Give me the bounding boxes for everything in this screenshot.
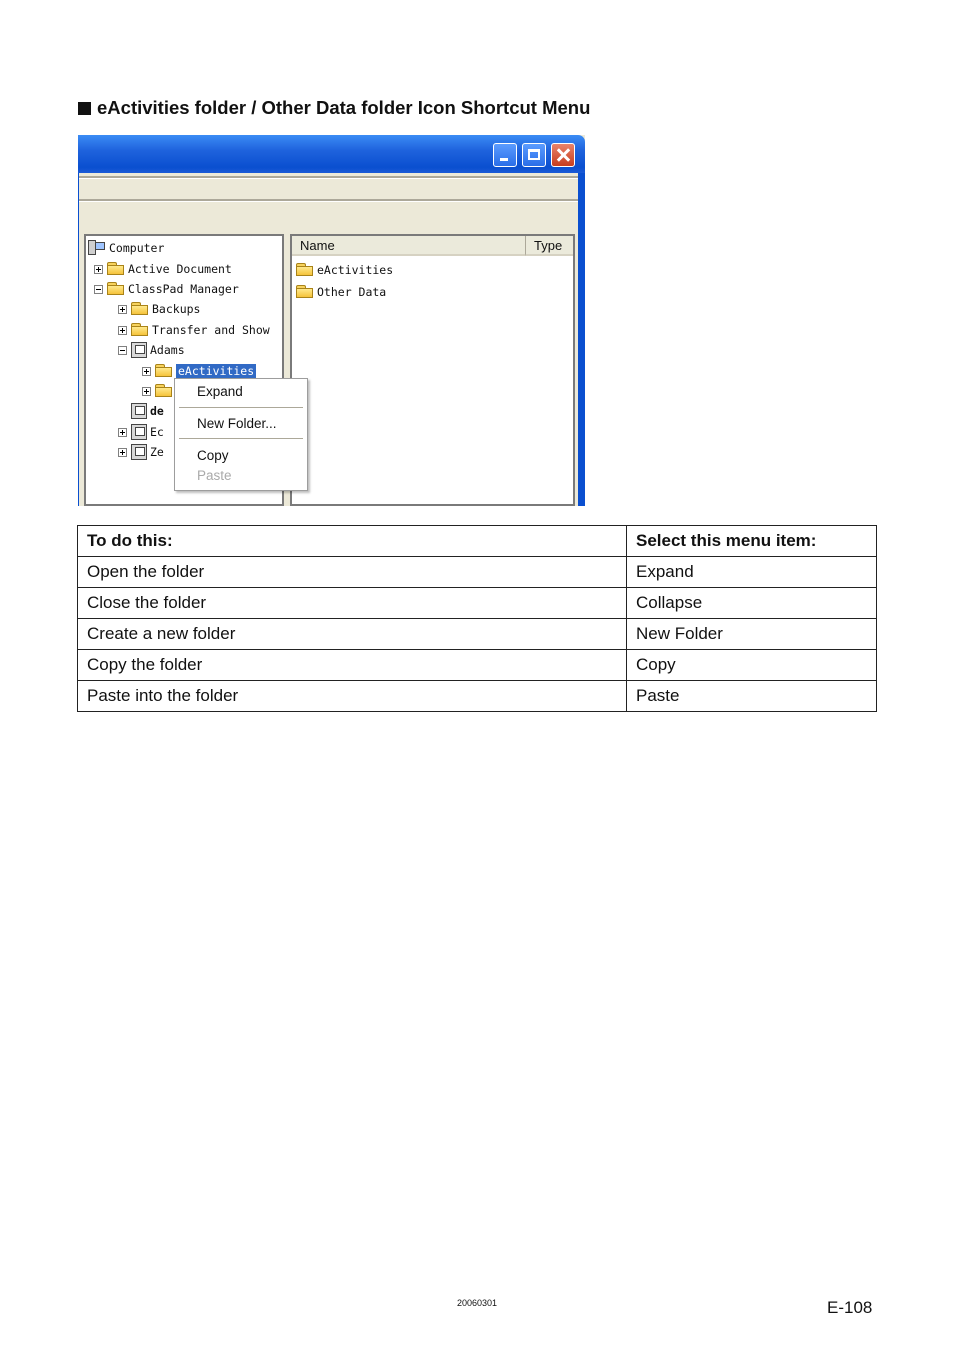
table-cell: Expand xyxy=(627,557,877,588)
folder-icon xyxy=(296,285,314,299)
toolbar-divider xyxy=(79,199,578,202)
maximize-icon[interactable] xyxy=(522,143,546,167)
list-item[interactable] xyxy=(296,261,393,279)
computer-icon xyxy=(88,240,106,256)
table-row xyxy=(78,557,877,588)
window-frame-right xyxy=(578,173,585,506)
table-row xyxy=(78,681,877,712)
tree-node-label: Computer xyxy=(109,241,165,255)
tree-node-label: Active Document xyxy=(128,262,232,276)
device-icon xyxy=(131,444,147,460)
table-header-cell: Select this menu item: xyxy=(627,526,877,557)
tree-node-computer[interactable] xyxy=(88,239,164,257)
screenshot-window xyxy=(78,135,585,506)
tree-node-label: Transfer and Show xyxy=(152,323,270,337)
device-icon xyxy=(131,403,147,419)
tree-node-label-selected: eActivities xyxy=(178,364,255,378)
folder-icon xyxy=(131,302,149,316)
collapse-minus-icon[interactable] xyxy=(118,346,127,355)
table-cell: Copy xyxy=(627,650,877,681)
close-icon[interactable] xyxy=(551,143,575,167)
device-icon xyxy=(131,424,147,440)
table-cell: Paste xyxy=(627,681,877,712)
expand-plus-icon[interactable] xyxy=(118,326,127,335)
section-title: eActivities folder / Other Data folder Icon Shortcut Menu xyxy=(97,97,591,118)
expand-plus-icon[interactable] xyxy=(142,367,151,376)
expand-plus-icon[interactable] xyxy=(118,305,127,314)
tree-node-backups[interactable] xyxy=(118,300,200,318)
tree-node-adams[interactable] xyxy=(118,341,185,359)
tree-node-other-data[interactable] xyxy=(142,382,176,400)
menu-item-table xyxy=(77,525,877,712)
square-bullet-icon xyxy=(78,102,91,115)
table-cell: Close the folder xyxy=(78,588,627,619)
folder-icon xyxy=(131,323,149,337)
folder-icon xyxy=(155,364,173,378)
tree-node-ec[interactable] xyxy=(118,423,164,441)
folder-icon xyxy=(107,262,125,276)
page-number: E-108 xyxy=(827,1298,873,1317)
expand-plus-icon[interactable] xyxy=(118,428,127,437)
device-icon xyxy=(131,342,147,358)
menubar-divider xyxy=(79,176,578,179)
table-cell: Collapse xyxy=(627,588,877,619)
tree-node-de[interactable] xyxy=(131,402,164,420)
table-header-cell: To do this: xyxy=(78,526,627,557)
folder-icon xyxy=(155,384,173,398)
expand-plus-icon[interactable] xyxy=(118,448,127,457)
table-row xyxy=(78,650,877,681)
window-titlebar xyxy=(78,135,585,173)
tree-node-transfer-and-show[interactable] xyxy=(118,321,270,339)
menu-item-expand[interactable]: Expand xyxy=(197,383,243,399)
window-frame-left xyxy=(78,173,79,506)
footer-code: 20060301 xyxy=(457,1298,498,1308)
table-cell: Copy the folder xyxy=(78,650,627,681)
list-item[interactable] xyxy=(296,283,386,301)
expand-plus-icon[interactable] xyxy=(142,387,151,396)
table-cell: Paste into the folder xyxy=(78,681,627,712)
column-header-type[interactable]: Type xyxy=(526,236,575,256)
table-cell: New Folder xyxy=(627,619,877,650)
menu-item-copy[interactable]: Copy xyxy=(197,447,229,463)
minimize-icon[interactable] xyxy=(493,143,517,167)
table-cell: Create a new folder xyxy=(78,619,627,650)
list-item-label: Other Data xyxy=(317,285,387,299)
expand-plus-icon[interactable] xyxy=(94,265,103,274)
tree-node-label: Adams xyxy=(150,343,185,357)
context-menu xyxy=(174,378,308,491)
tree-node-active-document[interactable] xyxy=(94,260,232,278)
folder-icon xyxy=(107,282,125,296)
folder-icon xyxy=(296,263,314,277)
tree-node-label: ClassPad Manager xyxy=(128,282,239,296)
file-list-pane[interactable] xyxy=(290,234,575,506)
menu-separator xyxy=(179,438,303,439)
table-header-row xyxy=(78,526,877,557)
tree-node-ze[interactable] xyxy=(118,443,164,461)
table-row xyxy=(78,619,877,650)
tree-node-classpad-manager[interactable] xyxy=(94,280,239,298)
tree-node-label: Ec xyxy=(150,425,164,439)
tree-node-label: Backups xyxy=(152,302,201,316)
section-heading xyxy=(78,95,590,121)
table-cell: Open the folder xyxy=(78,557,627,588)
menu-item-new-folder[interactable]: New Folder... xyxy=(197,415,277,431)
list-item-label: eActivities xyxy=(317,263,394,277)
table-row xyxy=(78,588,877,619)
column-header-name[interactable]: Name xyxy=(292,236,526,256)
menu-separator xyxy=(179,407,303,408)
menu-item-paste: Paste xyxy=(197,467,232,483)
tree-node-label: de xyxy=(150,404,164,418)
tree-node-label: Ze xyxy=(150,445,164,459)
collapse-minus-icon[interactable] xyxy=(94,285,103,294)
